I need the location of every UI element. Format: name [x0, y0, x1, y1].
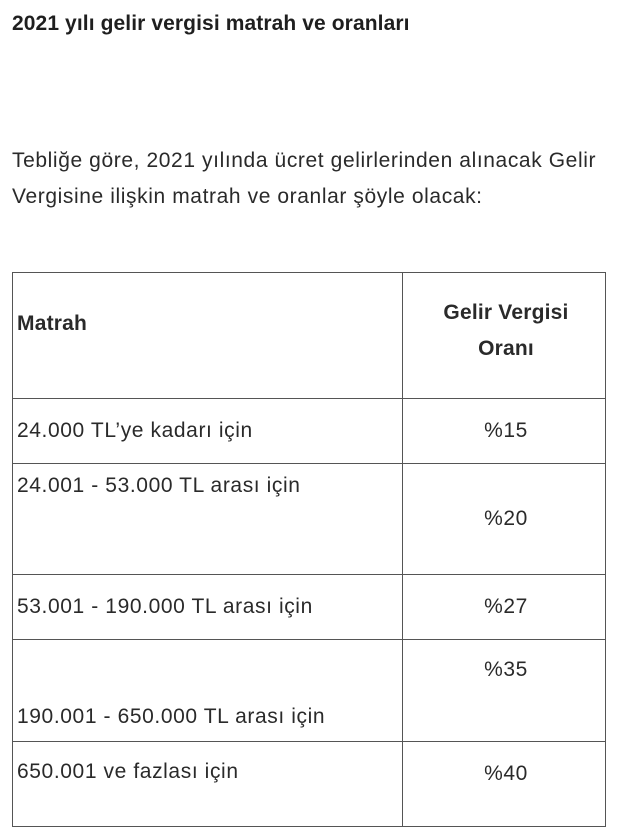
row-rate: %40	[403, 742, 606, 827]
header-rate-line1: Gelir Vergisi	[443, 300, 569, 324]
row-base: 24.001 - 53.000 TL arası için	[13, 464, 403, 575]
row-rate: %27	[403, 575, 606, 640]
intro-paragraph: Tebliğe göre, 2021 yılında ücret gelirlerinden alınacak Gelir Vergisine ilişkin matrah ve oranlar şöyle olacak:	[12, 149, 597, 208]
header-rate-line2: Oranı	[478, 336, 534, 360]
table-row	[13, 575, 606, 640]
article-title: 2021 yılı gelir vergisi matrah ve oranları	[12, 12, 410, 35]
table-row	[13, 742, 606, 827]
row-base: 650.001 ve fazlası için	[13, 742, 403, 827]
table-row	[13, 464, 606, 575]
header-base: Matrah	[13, 273, 403, 399]
row-base: 24.000 TL’ye kadarı için	[13, 399, 403, 464]
table-row	[13, 399, 606, 464]
row-base: 53.001 - 190.000 TL arası için	[13, 575, 403, 640]
row-rate: %15	[403, 399, 606, 464]
table-header-row	[13, 273, 606, 399]
table-row	[13, 640, 606, 742]
tax-rates-table	[12, 272, 606, 827]
row-base: 190.001 - 650.000 TL arası için	[13, 640, 403, 742]
header-rate	[403, 273, 606, 399]
row-rate: %35	[403, 640, 606, 742]
row-rate: %20	[403, 464, 606, 575]
